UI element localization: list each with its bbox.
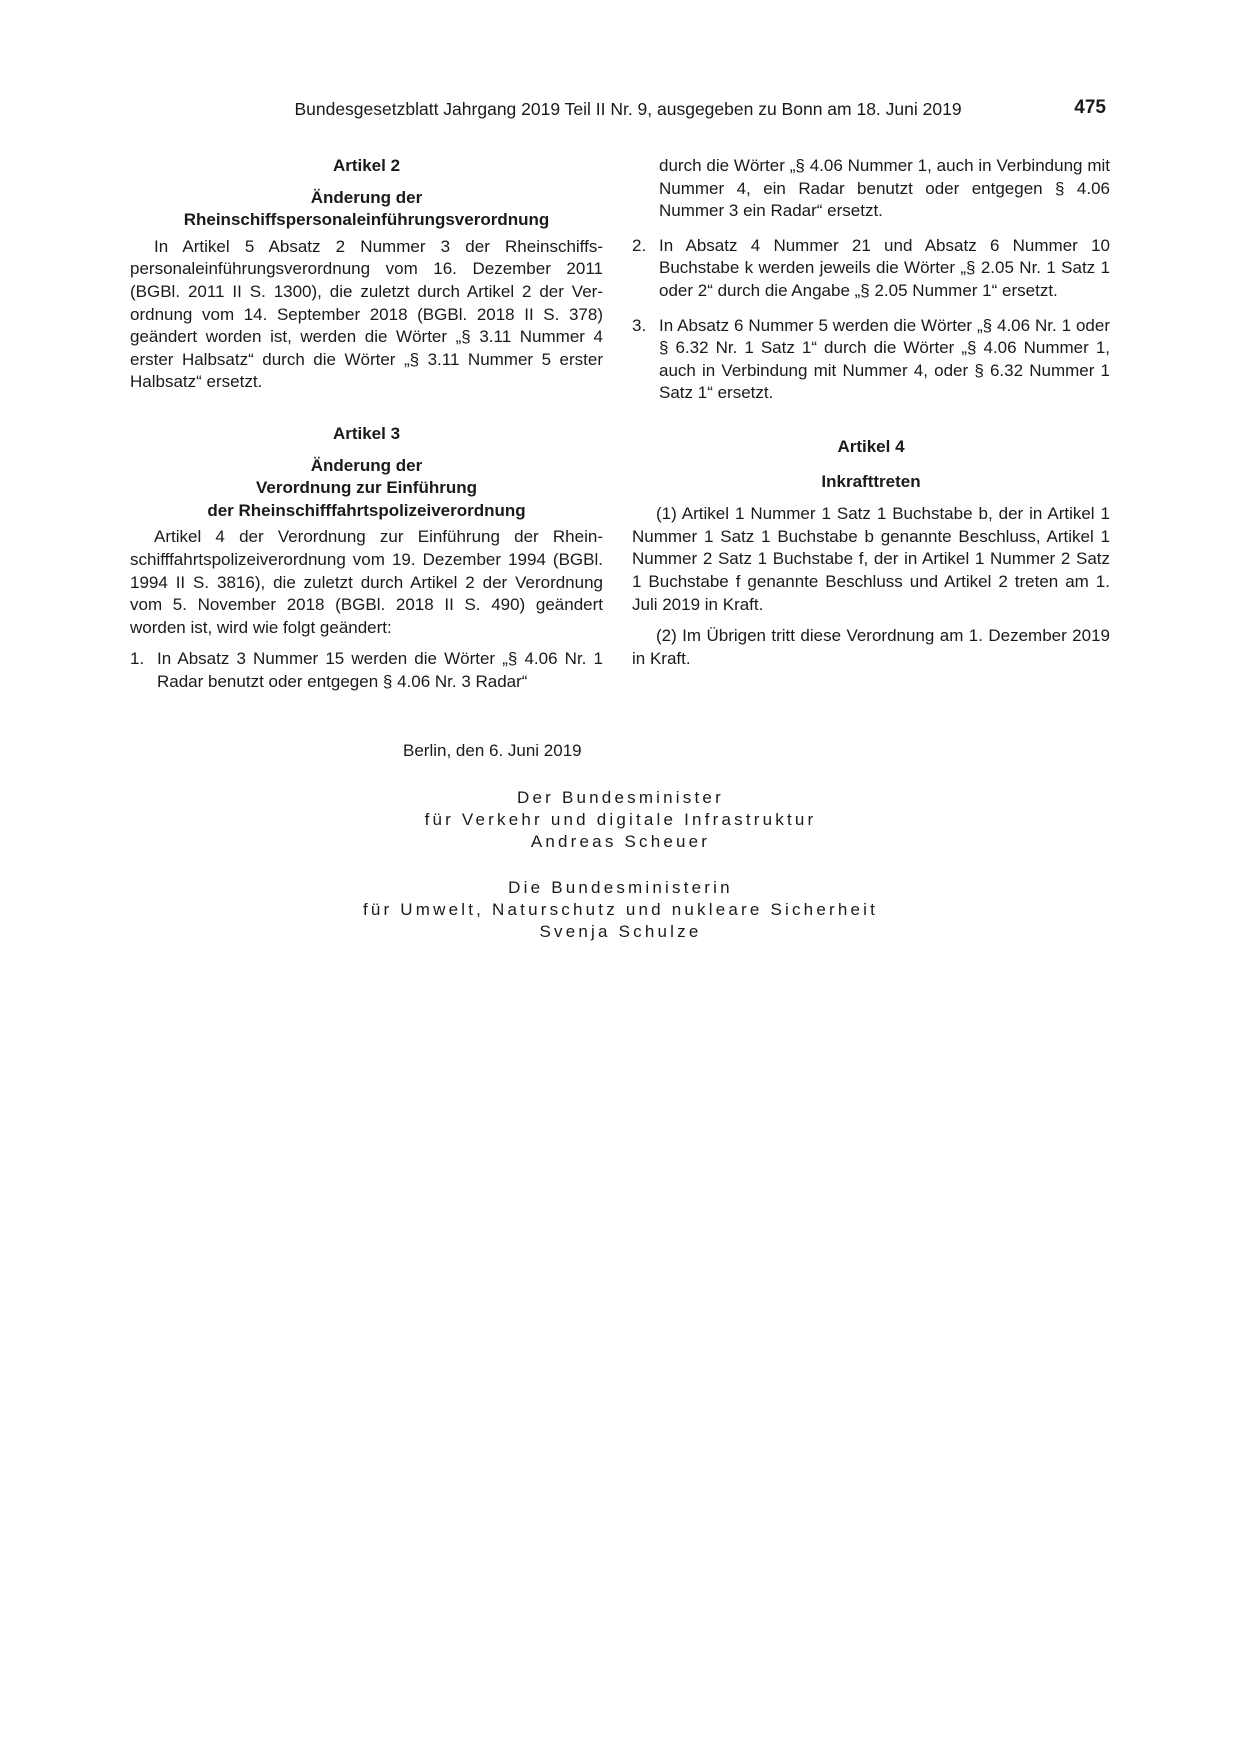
article-3-item-2-text: In Absatz 4 Nummer 21 und Absatz 6 Nummer 10 Buchstabe k werden jeweils die Wörter „§ 2.05 Nr. 1 Satz 1 oder 2“ durch die Angabe „§ 2.05 Nummer 1“ ersetzt. — [659, 235, 1110, 300]
signatory-1 — [0, 787, 1241, 853]
article-3-text: Artikel 4 der Verordnung zur Einführung der Rheinschifffahrtspolizeiverordnung vom 19. Dezember 1994 (BGBl. 1994 II S. 3816), die zuletzt durch Artikel 2 der Verordnung vom 5. November 2018 (BGBl. 2018 II S. 490) geändert worden ist, wird wie folgt geändert: — [130, 527, 603, 637]
article-3-title-line-3: der Rheinschifffahrtspolizeiverordnung — [207, 500, 526, 520]
signatory-1-ministry: für Verkehr und digitale Infrastruktur — [424, 810, 817, 829]
page-header — [0, 99, 1241, 125]
article-4-paragraph-2: (2) Im Übrigen tritt diese Verordnung am 1. Dezember 2019 in Kraft. — [632, 626, 1110, 668]
article-2-title-line-1: Änderung der — [310, 187, 423, 207]
article-3-item-1 — [130, 648, 603, 693]
article-3-title-line-1: Änderung der — [310, 455, 423, 475]
right-column — [632, 155, 1110, 670]
place-and-date: Berlin, den 6. Juni 2019 — [403, 741, 582, 760]
running-head: Bundesgesetzblatt Jahrgang 2019 Teil II Nr. 9, ausgegeben zu Bonn am 18. Juni 2019 — [294, 99, 962, 119]
left-column — [130, 155, 603, 693]
article-3-title — [130, 455, 603, 523]
article-4-title: Inkrafttreten — [821, 471, 921, 491]
signatory-1-name: Andreas Scheuer — [530, 832, 711, 851]
article-3-item-2-number: 2. — [632, 235, 647, 255]
article-2-title — [130, 187, 603, 232]
article-3-item-1-number: 1. — [130, 649, 145, 669]
signatory-1-title: Der Bundesminister — [517, 788, 724, 807]
article-3-item-3-text: In Absatz 6 Nummer 5 werden die Wörter „§ 4.06 Nr. 1 oder § 6.32 Nr. 1 Satz 1“ durch die Wörter „§ 4.06 Nummer 1, auch in Verbindung mit Nummer 4, oder § 6.32 Nummer 1 Satz 1“ ersetzt. — [659, 315, 1110, 403]
page-number: 475 — [1074, 97, 1106, 118]
article-3-item-1-text-start: In Absatz 3 Nummer 15 werden die Wörter „§ 4.06 Nr. 1 Radar benutzt oder entgegen § 4.06 Nr. 3 Radar“ — [157, 649, 603, 691]
signatory-2-name: Svenja Schulze — [539, 922, 702, 941]
article-4-heading: Artikel 4 — [837, 436, 905, 456]
article-3-item-2 — [632, 235, 1110, 303]
article-2-text: In Artikel 5 Absatz 2 Nummer 3 der Rheinschiffspersonaleinführungsverordnung vom 16. Dezember 2011 (BGBl. 2011 II S. 1300), die zuletzt durch Artikel 2 der Verordnung vom 14. September 2018 (BGBl. 2018 II S. 378) geändert worden ist, werden die Wörter „§ 3.11 Nummer 4 erster Halbsatz“ durch die Wörter „§ 3.11 Nummer 5 erster Halbsatz“ ersetzt. — [130, 236, 603, 392]
signatory-2-ministry: für Umwelt, Naturschutz und nukleare Sicherheit — [362, 900, 879, 919]
signatory-2-title: Die Bundesministerin — [508, 878, 733, 897]
article-3-heading: Artikel 3 — [332, 423, 401, 443]
article-3-item-3 — [632, 315, 1110, 405]
article-3-item-1-continued — [632, 155, 1110, 223]
article-3-title-line-2: Verordnung zur Einführung — [256, 478, 477, 498]
article-2-title-line-2: Rheinschiffspersonaleinführungsverordnung — [183, 210, 550, 230]
article-3-item-3-number: 3. — [632, 315, 647, 335]
signatory-2 — [0, 877, 1241, 943]
article-2-heading: Artikel 2 — [332, 156, 401, 175]
article-3-item-1-text-end: durch die Wörter „§ 4.06 Nummer 1, auch in Verbindung mit Nummer 4, ein Radar benutzt oder entgegen § 4.06 Nummer 3 ein Radar“ ersetzt. — [659, 156, 1110, 221]
signature-block — [0, 787, 1241, 943]
article-4-paragraph-1: (1) Artikel 1 Nummer 1 Satz 1 Buchstabe b, der in Artikel 1 Nummer 1 Satz 1 Buchstabe b genannte Beschluss, Artikel 1 Nummer 2 Satz 1 Buchstabe f, der in Artikel 1 Nummer 2 Satz 1 Buchstabe f genannte Beschluss und Artikel 2 treten am 1. Juli 2019 in Kraft. — [632, 504, 1110, 614]
